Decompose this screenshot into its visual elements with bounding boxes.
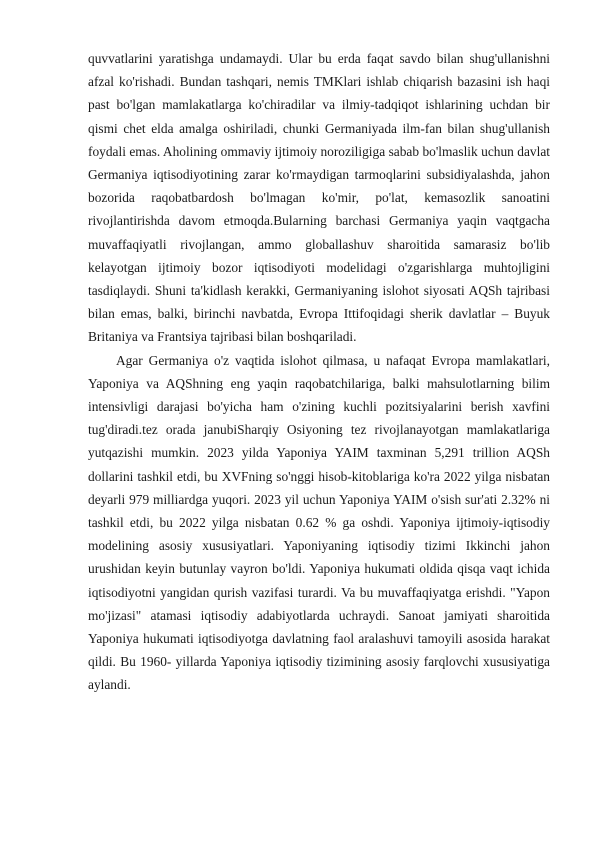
document-page — [88, 47, 550, 697]
paragraph-1: quvvatlarini yaratishga undamaydi. Ular bu erda faqat savdo bilan shug'ullanishni afzal ko'rishadi. Bundan tashqari, nemis TMKlari ishlab chiqarish bazasini ish haqi past bo'lgan mamlakatlarga ko'chiradilar va ilmiy-tadqiqot ishlarining uchdan bir qismi chet elda amalga oshiriladi, chunki Germaniyada ilm-fan bilan shug'ullanish foydali emas. Aholining ommaviy ijtimoiy noroziligiga sabab bo'lmaslik uchun davlat Germaniya iqtisodiyotining zarar ko'rmaydigan tarmoqlarini subsidiyalashda, jahon bozorida raqobatbardosh bo'lmagan ko'mir, po'lat, kemasozlik sanoatini rivojlantirishda davom etmoqda.Bularning barchasi Germaniya yaqin vaqtgacha muvaffaqiyatli rivojlangan, ammo globallashuv sharoitida samarasiz bo'lib kelayotgan ijtimoiy bozor iqtisodiyoti modelidagi o'zgarishlarga muhtojligini tasdiqlaydi. Shuni ta'kidlash kerakki, Germaniyaning islohot siyosati AQSh tajribasi bilan emas, balki, birinchi navbatda, Evropa Ittifoqidagi sherik davlatlar – Buyuk Britaniya va Frantsiya tajribasi bilan boshqariladi. — [88, 51, 550, 345]
paragraph-2: Agar Germaniya o'z vaqtida islohot qilmasa, u nafaqat Evropa mamlakatlari, Yaponiya va AQShning eng yaqin raqobatchilariga, balki mahsulotlarning bilim intensivligi darajasi bo'yicha ham o'zining kuchli pozitsiyalarini berish xavfini tug'diradi.tez orada janubiSharqiy Osiyoning tez rivojlanayotgan mamlakatlariga yutqazishi mumkin. 2023 yilda Yaponiya YAIM taxminan 5,291 trillion AQSh dollarini tashkil etdi, bu XVFning so'nggi hisob-kitoblariga ko'ra 2022 yilga nisbatan deyarli 979 milliardga yuqori. 2023 yil uchun Yaponiya YAIM o'sish sur'ati 2.32% ni tashkil etdi, bu 2022 yilga nisbatan 0.62 % ga oshdi. Yaponiya ijtimoiy-iqtisodiy modelining asosiy xususiyatlari. Yaponiyaning iqtisodiy tizimi Ikkinchi jahon urushidan keyin butunlay vayron bo'ldi. Yaponiya hukumati oldida qisqa vaqt ichida iqtisodiyotni yangidan qurish vazifasi turardi. Va bu muvaffaqiyatga erishdi. "Yapon mo'jizasi" atamasi iqtisodiy adabiyotlarda uchraydi. Sanoat jamiyati sharoitida Yaponiya hukumati iqtisodiyotga davlatning faol aralashuvi tamoyili asosida harakat qildi. Bu 1960- yillarda Yaponiya iqtisodiy tizimining asosiy farqlovchi xususiyatiga aylandi. — [88, 352, 550, 693]
